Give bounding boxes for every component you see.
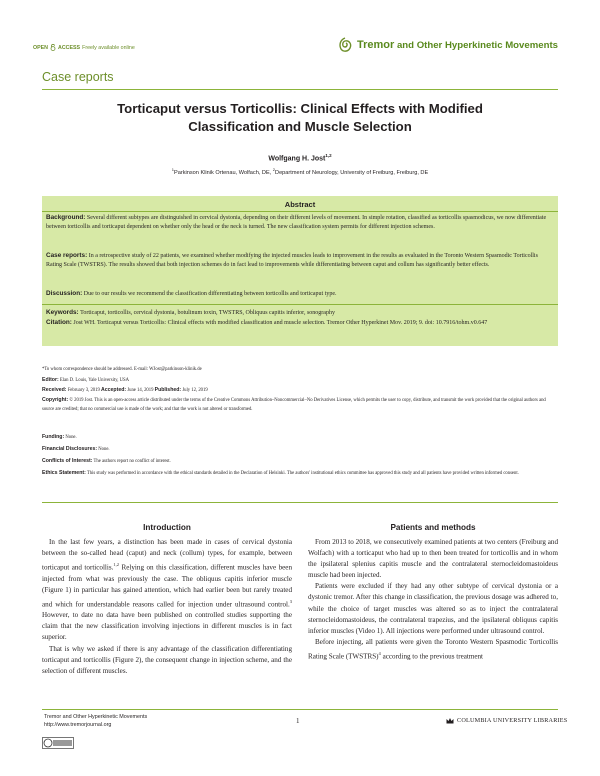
affil-1-sup: 1 [171,167,175,172]
affil-2: Department of Neurology, University of Freiburg, Freiburg, DE [275,169,429,176]
section-label: Case reports [42,70,114,84]
footer-rule [42,709,558,710]
financial-value: None. [98,447,110,452]
methods-paragraph-1: From 2013 to 2018, we consecutively examined patients at two centers (Freiburg and Wolfach) with a torticaput who had up to then been treated for torticollis and in whom the ipsilateral splenius capitis muscle and the contralateral sternocleidomastoideus muscle had been injected. [308,538,558,580]
meta-rule [42,502,558,503]
introduction-heading: Introduction [143,523,191,532]
footer-url[interactable]: http://www.tremorjournal.org [44,722,112,728]
citation-label: Citation: [46,319,72,326]
accepted-label: Accepted: [101,387,127,393]
open-label: OPEN [33,44,49,51]
access-label: ACCESS [58,44,81,51]
author [40,153,560,162]
footer-journal [44,713,147,729]
methods-p3-part1: Before injecting, all patients were given the Toronto Western Spasmodic Torticollis Rating Scale (TWSTRS) [308,637,558,661]
abstract-rule-mid [42,304,558,305]
published-label: Published: [154,387,182,393]
copyright-value: © 2019 Jost. This is an open-access article distributed under the terms of the Creative Commons Attribution–Noncommercial–No Derivatives License, which permits the user to copy, distribute, and transmit the work provided that the original authors and source are credited; that no commercial use is made of the work; and that the work is not altered or transformed. [42,398,546,412]
abstract-keywords [46,308,554,318]
abstract-discussion [46,289,554,299]
funding-label: Funding: [42,434,65,440]
intro-p1-part3: However, to date no data have been published on controlled studies supporting the claim that the new classification involving injections in different muscles is in fact superior. [42,611,292,642]
citation-text: Jost WH. Torticaput versus Torticollis: Clinical effects with modified classification and muscle selection. Tremor Other Hyperkinet Mov. 2019; 9. doi: 10.7916/tohm.v0.647 [73,320,488,326]
editor-label: Editor: [42,377,59,383]
columbia-libraries-text: COLUMBIA UNIVERSITY LIBRARIES [457,717,568,724]
keywords-label: Keywords: [46,309,79,316]
ethics-label: Ethics Statement: [42,470,86,476]
title-line-2: Classification and Muscle Selection [188,119,412,134]
abstract-box [42,196,558,346]
free-label: Freely available online [82,44,135,51]
journal-name-main: Tremor [357,39,395,51]
dates-line [42,386,558,396]
ethics-value: This study was performed in accordance with the ethical standards detailed in the Declaration of Helsinki. The authors' institutional ethics committee has approved this study and all patients have provided written informed consent. [86,471,519,476]
abstract-title: Abstract [284,200,316,209]
methods-paragraph-3 [308,637,558,663]
abstract-rule-top [42,211,558,212]
journal-name-rest: and Other Hyperkinetic Movements [396,40,558,51]
received-value: February 3, 2019 [67,388,100,393]
abstract-citation [46,318,554,328]
intro-paragraph-1 [42,537,292,644]
author-affil-sup: 1,2 [325,153,332,158]
published-value: July 12, 2019 [182,388,208,393]
copyright-label: Copyright: [42,397,69,403]
discussion-text: Due to our results we recommend the classification differentiating between torticollis and torticaput type. [83,291,337,297]
header-rule [42,89,558,90]
page-number: 1 [296,717,300,725]
case-label: Case reports: [46,252,88,259]
correspondence: *To whom correspondence should be addressed. E-mail: WJost@parkinson-klinik.de [42,367,202,372]
methods-ref-4: 4 [378,650,381,656]
intro-p1-part2: Relying on this classification, different muscles have been injected from what was previously the case. The obliquus capitis inferior muscle (Figure 1) in particular has gained attention, which had earlier been but rarely treated and which for understandable reasons called for injection under ultrasound control. [42,563,292,609]
ethics-line [42,469,558,479]
conflicts-value: The authors report no conflict of interest. [93,459,171,464]
financial-label: Financial Disclosures: [42,446,98,452]
intro-p1-part1: In the last few years, a distinction has been made in cases of cervical dystonia between the so-called head (caput) and neck (collum) types, for example, between torticaput and torticollis. [42,538,292,572]
journal-header [337,36,558,54]
discussion-label: Discussion: [46,290,83,297]
editor-line [42,376,558,386]
financial-line [42,445,558,455]
case-text: In a retrospective study of 22 patients, we examined whether modifying the injected muscles leads to improvement in the results as evaluated in the Toronto Western Spasmodic Torticollis Rating Scale (TWSTRS). The results showed that both injection schemes do in fact lead to improvements while differentiating between caput and collum has significantly better effects. [46,253,538,269]
author-name: Wolfgang H. Jost [268,155,326,163]
journal-logo-icon [337,36,353,54]
introduction-body [42,537,292,677]
conflicts-label: Conflicts of Interest: [42,458,93,464]
methods-p3-part2: according to the previous treatment [380,652,484,661]
open-access-badge [33,44,135,51]
affiliations [40,167,560,176]
copyright-line [42,396,558,414]
crown-icon [446,717,454,724]
intro-ref-1: 1,2 [113,562,120,568]
funding-line [42,433,558,443]
received-label: Received: [42,387,67,393]
article-title [40,100,560,136]
creative-commons-icon [42,737,74,749]
columbia-libraries [446,717,567,724]
intro-ref-2: 3 [289,598,292,604]
methods-body [308,537,558,662]
editor-value: Elan D. Louis, Yale University, USA [59,378,129,383]
background-text: Several different subtypes are distinguished in cervical dystonia, depending on their different levels of movement. In simple rotation, classified as torticollis spasmodicus, we now differentiate between torticollis and torticaput dependent on whether only the head or the neck is turned. The new classification system permits for different injection schemes. [46,215,547,231]
conflicts-line [42,457,558,467]
journal-name [357,39,558,51]
funding-value: None. [65,435,77,440]
intro-paragraph-2: That is why we asked if there is any advantage of the classification differentiating torticaput and torticollis (Figure 2), the consequent change in injection scheme, and the selection of different muscles. [42,644,292,675]
footer-journal-name: Tremor and Other Hyperkinetic Movements [44,714,148,720]
open-access-lock-icon [50,44,56,51]
background-label: Background: [46,214,86,221]
affil-1: Parkinson Klinik Ortenau, Wolfach, DE, [174,169,273,176]
abstract-background [46,213,554,233]
affil-2-sup: 2 [272,167,276,172]
title-line-1: Torticaput versus Torticollis: Clinical Effects with Modified [117,101,483,116]
methods-paragraph-2: Patients were excluded if they had any other subtype of cervical dystonia or a dystonic tremor. After this change in classification, the previous dosage was adhered to, while the choice of target muscles was altered so as to inject the contralateral sternocleidomastoideus, the contralateral trapezius, and the ipsilateral obliquus capitis inferior muscles (Video 1). All injections were performed under ultrasound control. [308,582,558,635]
methods-heading: Patients and methods [390,523,476,532]
accepted-value: June 14, 2019 [127,388,154,393]
keywords-text: Torticaput, torticollis, cervical dystonia, botulinum toxin, TWSTRS, Obliquus capitis inferior, sonography [80,310,335,316]
abstract-case [46,251,554,271]
